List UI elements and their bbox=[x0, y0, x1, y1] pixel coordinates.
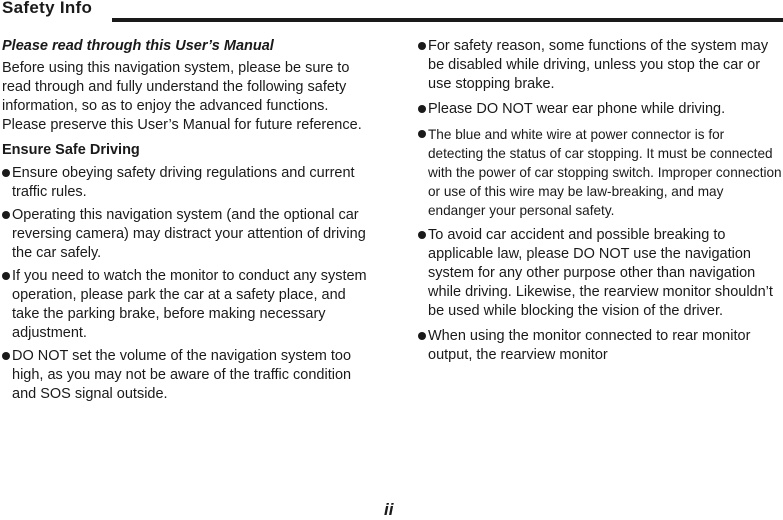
manual-heading: Please read through this User’s Manual bbox=[2, 38, 274, 54]
intro-paragraph: Before using this navigation system, please be sure to read through and fully understand the following safety information, so as to enjoy the advanced functions. Please preserve this User’s Manual for future reference. bbox=[2, 60, 362, 133]
bullet-icon bbox=[418, 130, 426, 138]
bullet-icon bbox=[2, 169, 10, 177]
list-item: DO NOT set the volume of the navigation system too high, as you may not be aware of the traffic condition and SOS signal outside. bbox=[2, 347, 374, 404]
page-number: ii bbox=[384, 500, 394, 519]
safety-list-left bbox=[2, 164, 374, 404]
bullet-icon bbox=[418, 105, 426, 113]
safety-list-right bbox=[418, 37, 783, 365]
list-item: For safety reason, some functions of the system may be disabled while driving, unless you stop the car or use stopping brake. bbox=[418, 37, 783, 94]
page-title: Safety Info bbox=[2, 0, 93, 17]
list-item: The blue and white wire at power connector is for detecting the status of car stopping. It must be connected with the power of car stopping switch. Improper connection or use of this wire may be law-breaking, and may endanger your personal safety. bbox=[418, 125, 783, 220]
bullet-icon bbox=[418, 332, 426, 340]
bullet-icon bbox=[418, 231, 426, 239]
list-item: If you need to watch the monitor to conduct any system operation, please park the car at a safety place, and take the parking brake, before making necessary adjustment. bbox=[2, 267, 374, 343]
bullet-icon bbox=[418, 42, 426, 50]
safe-driving-heading: Ensure Safe Driving bbox=[2, 142, 140, 158]
bullet-icon bbox=[2, 211, 10, 219]
right-column bbox=[418, 37, 783, 371]
list-item: Ensure obeying safety driving regulations and current traffic rules. bbox=[2, 164, 374, 202]
list-item: Please DO NOT wear ear phone while driving. bbox=[418, 100, 783, 119]
bullet-icon bbox=[2, 352, 10, 360]
list-item: Operating this navigation system (and the optional car reversing camera) may distract your attention of driving the car safely. bbox=[2, 206, 374, 263]
header-rule bbox=[112, 18, 783, 22]
list-item: When using the monitor connected to rear monitor output, the rearview monitor bbox=[418, 327, 783, 365]
left-column bbox=[2, 37, 374, 408]
bullet-icon bbox=[2, 272, 10, 280]
list-item: To avoid car accident and possible breaking to applicable law, please DO NOT use the navigation system for any other purpose other than navigation while driving. Likewise, the rearview monitor shouldn’t be used while blocking the vision of the driver. bbox=[418, 226, 783, 321]
